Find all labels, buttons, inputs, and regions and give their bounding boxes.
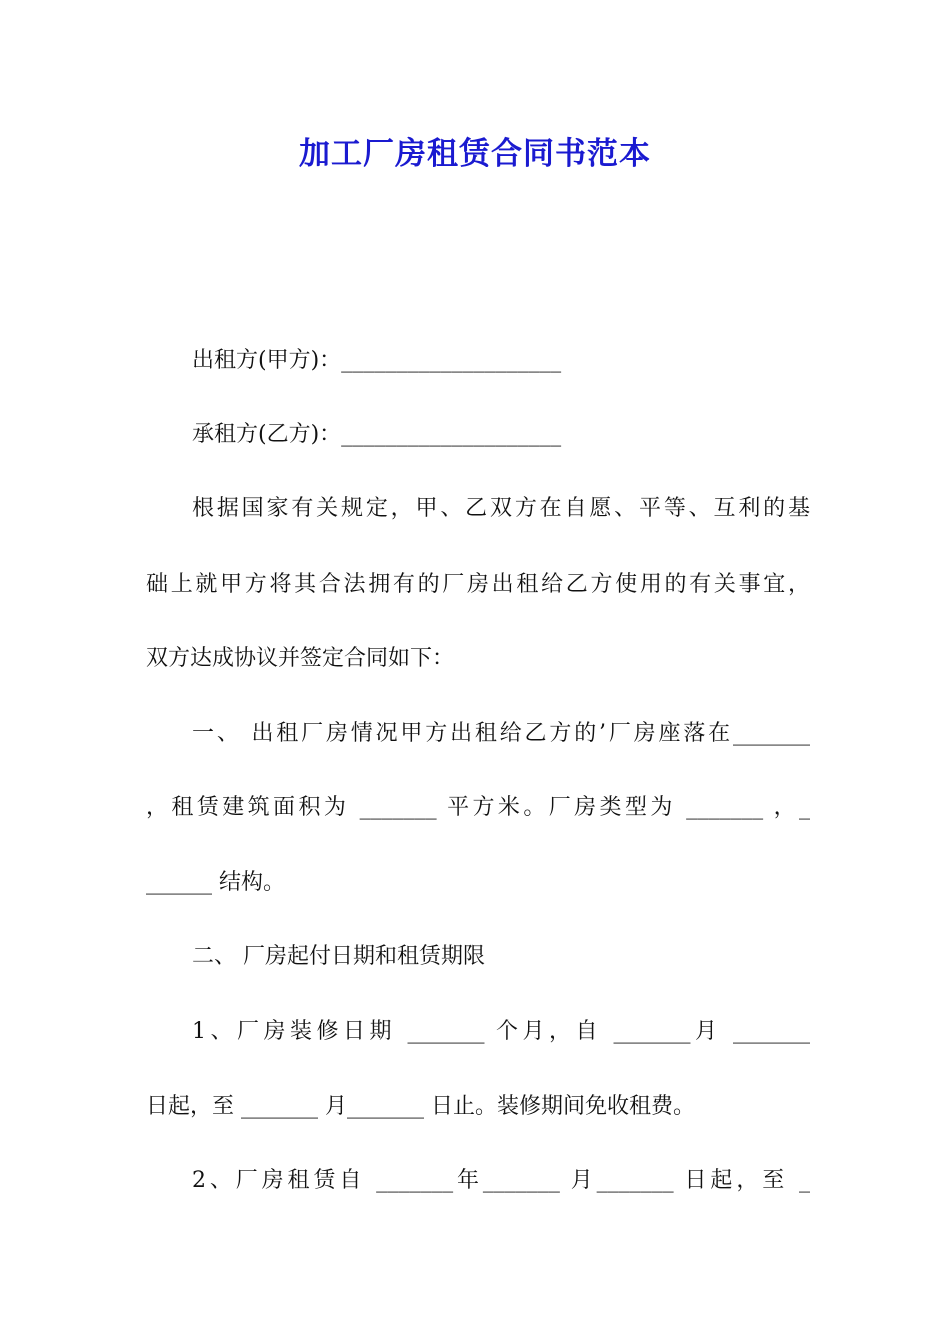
clause-2-heading: 二、 厂房起付日期和租赁期限	[192, 944, 485, 969]
document-title: 加工厂房租赁合同书范本	[299, 136, 651, 172]
clause-2-item-1-line-2: 日起，至 _______ 月_______ 日止。装修期间免收租费。	[146, 1094, 695, 1119]
preamble-line-2: 础上就甲方将其合法拥有的厂房出租给乙方使用的有关事宜，	[146, 572, 810, 597]
clause-2-item-1-line-1: 1、厂房装修日期 _______ 个月，自 _______月 _______	[192, 1019, 810, 1044]
preamble-line-3: 双方达成协议并签定合同如下：	[146, 646, 455, 671]
clause-1-line-3: ______ 结构。	[146, 870, 285, 895]
clause-1-line-1: 一、 出租厂房情况甲方出租给乙方的’厂房座落在_______	[192, 721, 810, 746]
lessee-line: 承租方(乙方)：____________________	[192, 422, 562, 447]
clause-1-line-2: ，租赁建筑面积为 _______ 平方米。厂房类型为 _______ ，_	[146, 795, 810, 820]
lessor-line: 出租方(甲方)：____________________	[192, 348, 562, 373]
clause-2-item-2-line-1: 2、厂房租赁自 _______年_______ 月_______ 日起，至 _	[192, 1168, 810, 1193]
preamble-line-1: 根据国家有关规定，甲、乙双方在自愿、平等、互利的基	[192, 496, 810, 521]
